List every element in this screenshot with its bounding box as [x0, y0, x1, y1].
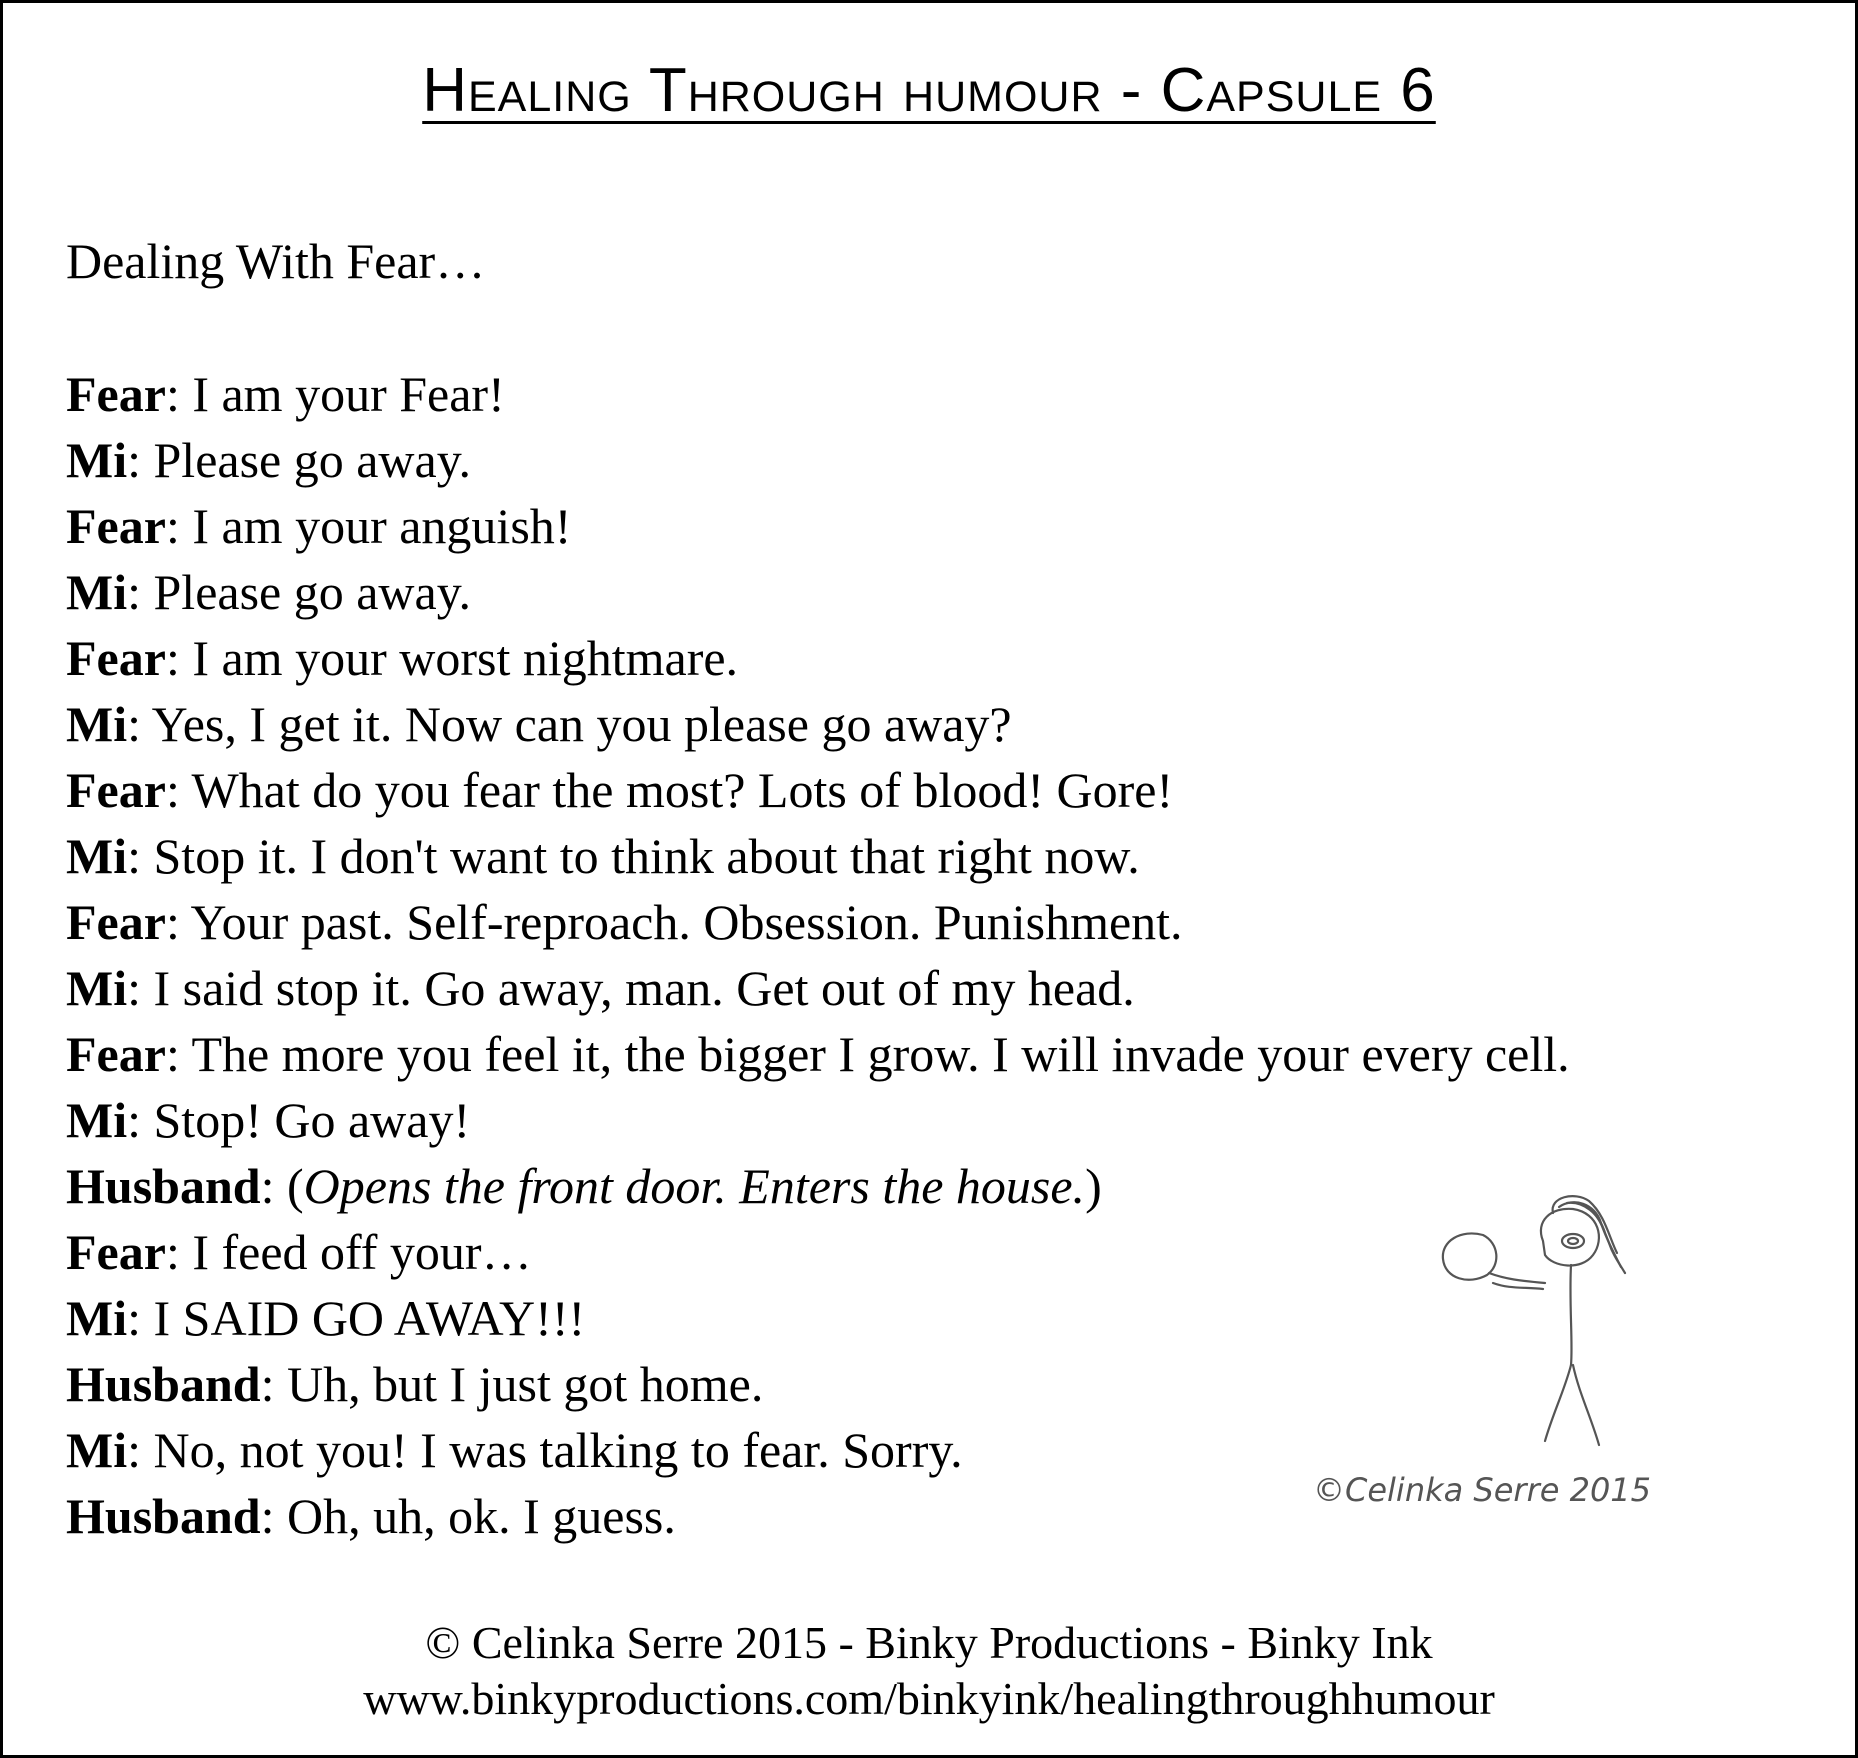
- speaker-separator: :: [127, 564, 154, 620]
- dialogue-line: [66, 493, 1570, 559]
- dialogue-text: Your past. Self-reproach. Obsession. Punishment.: [190, 894, 1183, 950]
- stage-direction-close: ): [1085, 1158, 1102, 1214]
- speaker-name: Husband: [66, 1158, 261, 1214]
- dialogue-text: Stop! Go away!: [153, 1092, 471, 1148]
- page-title: Healing Through humour - Capsule 6: [422, 56, 1436, 125]
- speaker-separator: :: [165, 762, 192, 818]
- speaker-name: Husband: [66, 1488, 261, 1544]
- speaker-name: Mi: [66, 1092, 128, 1148]
- stick-figure-drawing: [1283, 1193, 1743, 1523]
- dialogue-line: [66, 1021, 1570, 1087]
- dialogue-text: I feed off your…: [192, 1224, 532, 1280]
- speaker-separator: :: [165, 630, 193, 686]
- speaker-name: Fear: [66, 1224, 166, 1280]
- dialogue-line: [66, 757, 1570, 823]
- speaker-name: Mi: [66, 564, 128, 620]
- speaker-separator: :: [127, 828, 154, 884]
- speaker-name: Fear: [66, 366, 166, 422]
- speaker-separator: :: [165, 498, 193, 554]
- dialogue-text: I am your anguish!: [192, 498, 572, 554]
- signature-text: ©Celinka Serre 2015: [1313, 1471, 1652, 1509]
- dialogue-text: Yes, I get it. Now can you please go away?: [151, 696, 1012, 752]
- speaker-separator: :: [260, 1356, 287, 1412]
- dialogue-line: [66, 625, 1570, 691]
- footer-url: www.binkyproductions.com/binkyink/healingthroughhumour: [363, 1673, 1495, 1724]
- dialogue-text: The more you feel it, the bigger I grow. I will invade your every cell.: [191, 1026, 1570, 1082]
- dialogue-line: [66, 823, 1570, 889]
- dialogue-line: [66, 559, 1570, 625]
- dialogue-line: [66, 427, 1570, 493]
- speaker-separator: :: [127, 960, 154, 1016]
- speaker-name: Mi: [66, 1290, 128, 1346]
- stage-direction: Opens the front door. Enters the house.: [303, 1158, 1086, 1214]
- speaker-separator: :: [127, 432, 154, 488]
- dialogue-text: No, not you! I was talking to fear. Sorry.: [153, 1422, 963, 1478]
- dialogue-text: I said stop it. Go away, man. Get out of my head.: [153, 960, 1135, 1016]
- speaker-separator: :: [165, 366, 193, 422]
- dialogue-text: What do you fear the most? Lots of blood! Gore!: [191, 762, 1174, 818]
- dialogue-text: Please go away.: [153, 564, 471, 620]
- speaker-separator: :: [127, 696, 152, 752]
- speaker-name: Mi: [66, 696, 128, 752]
- speaker-separator: : (: [260, 1158, 304, 1214]
- speaker-separator: :: [260, 1488, 287, 1544]
- speaker-name: Mi: [66, 432, 128, 488]
- dialogue-line: [66, 889, 1570, 955]
- speaker-separator: :: [165, 894, 191, 950]
- subtitle: Dealing With Fear…: [66, 233, 486, 289]
- dialogue-line: [66, 361, 1570, 427]
- dialogue-text: Stop it. I don't want to think about that right now.: [153, 828, 1140, 884]
- speaker-name: Fear: [66, 1026, 166, 1082]
- dialogue-text: I am your Fear!: [192, 366, 505, 422]
- speaker-name: Fear: [66, 894, 166, 950]
- dialogue-text: Uh, but I just got home.: [287, 1356, 764, 1412]
- dialogue-line: [66, 691, 1570, 757]
- speaker-name: Husband: [66, 1356, 261, 1412]
- dialogue-line: [66, 1087, 1570, 1153]
- footer-copyright: © Celinka Serre 2015 - Binky Productions - Binky Ink: [425, 1617, 1433, 1668]
- footer: [3, 1615, 1855, 1727]
- speaker-separator: :: [165, 1224, 193, 1280]
- speaker-separator: :: [127, 1290, 154, 1346]
- speaker-name: Fear: [66, 498, 166, 554]
- speaker-name: Fear: [66, 630, 166, 686]
- dialogue-text: Please go away.: [153, 432, 471, 488]
- dialogue-line: [66, 955, 1570, 1021]
- speaker-name: Mi: [66, 828, 128, 884]
- speaker-separator: :: [127, 1092, 154, 1148]
- speaker-name: Mi: [66, 960, 128, 1016]
- speaker-separator: :: [165, 1026, 192, 1082]
- dialogue-text: Oh, uh, ok. I guess.: [287, 1488, 676, 1544]
- speaker-separator: :: [127, 1422, 154, 1478]
- speaker-name: Mi: [66, 1422, 128, 1478]
- dialogue-text: I am your worst nightmare.: [192, 630, 739, 686]
- dialogue-text: I SAID GO AWAY!!!: [153, 1290, 586, 1346]
- speaker-name: Fear: [66, 762, 166, 818]
